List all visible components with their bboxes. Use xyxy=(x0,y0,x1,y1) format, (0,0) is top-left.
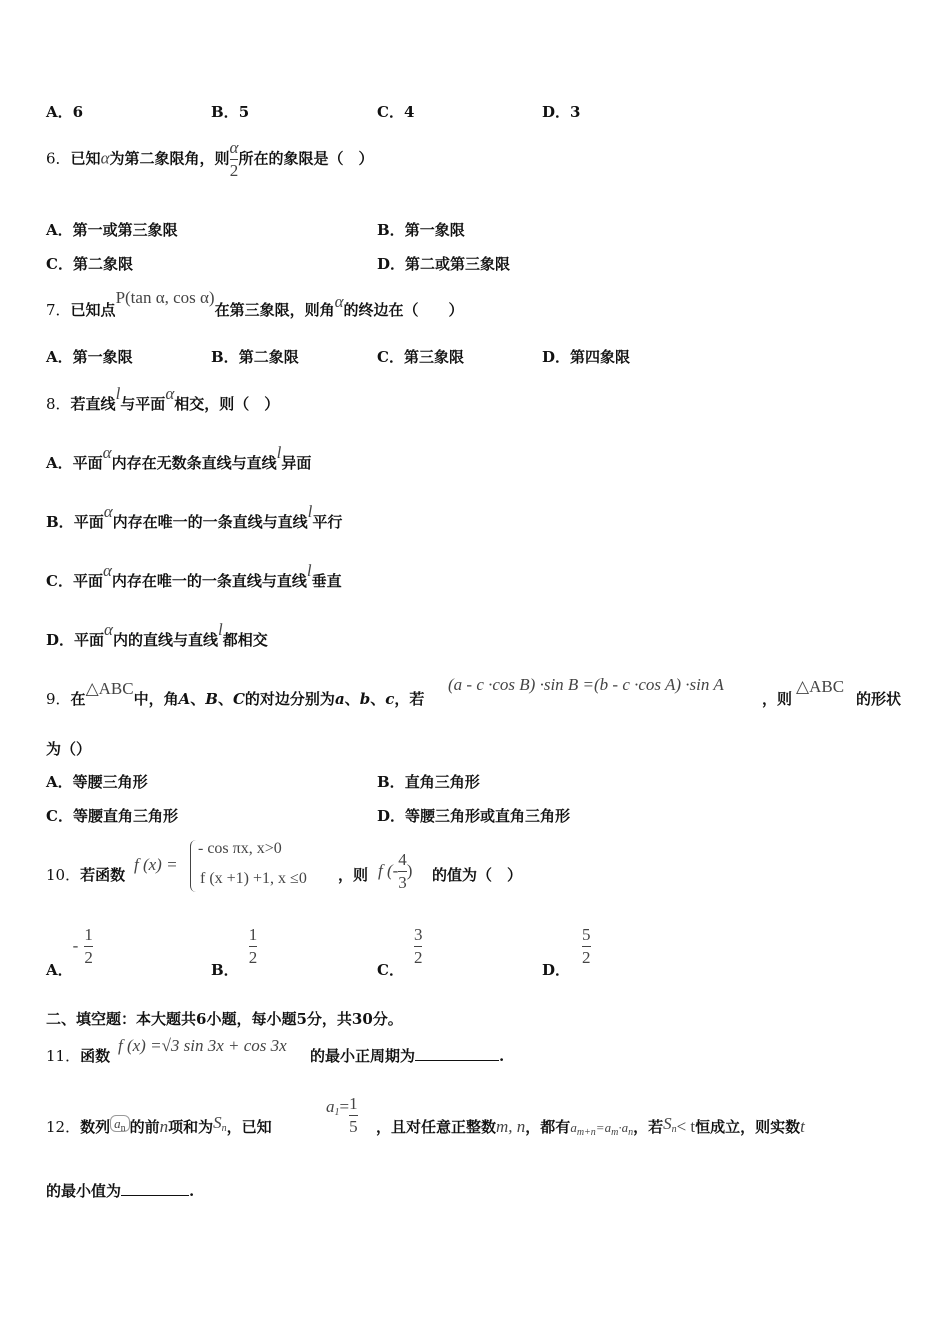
q6-fraction: $\frac{\alpha}{2}$ xyxy=(229,138,239,180)
q12-tail: 的最小值为 . xyxy=(46,1182,195,1200)
q12-answer-blank[interactable] xyxy=(121,1195,189,1196)
q6-option-b: B．第一象限 xyxy=(377,221,465,239)
question-10: 10．若函数 xyxy=(46,866,126,884)
q7-option-d: D．第四象限 xyxy=(542,348,631,366)
q5-option-d: D．3 xyxy=(542,103,581,121)
question-6: 6．已知α为第二象限角，则 $\frac{\alpha}{2}$ 所在的象限是（ ） xyxy=(46,138,374,180)
q9-option-a: A．等腰三角形 xyxy=(46,773,148,791)
question-12: 12．数列 $a_n$ 的前n项和为$S_n$，已知 xyxy=(46,1113,272,1136)
q10-option-d: D． $\frac{5}{2}$ xyxy=(542,925,591,979)
q10-brace xyxy=(190,840,197,892)
q9-cont: 为（） xyxy=(46,740,92,758)
q5-option-b: B．5 xyxy=(211,103,250,121)
section-2-title: 二、填空题：本大题共6小题，每小题5分，共30分。 xyxy=(46,1010,403,1028)
question-9: 9．在△ABC中，角A、B、C的对边分别为a、b、c，若 xyxy=(46,679,425,708)
q10-value: 的值为（ ） xyxy=(432,866,523,884)
q10-option-c: C． $\frac{3}{2}$ xyxy=(377,925,423,979)
q9-option-b: B．直角三角形 xyxy=(377,773,480,791)
q8-option-d: D．平面α内的直线与直线l都相交 xyxy=(46,620,268,649)
q11-answer-blank[interactable] xyxy=(415,1060,499,1061)
q12-a1: $a_1=$ $\frac{1}{5}$ xyxy=(326,1094,358,1136)
q8-option-c: C．平面α内存在唯一的一条直线与直线l垂直 xyxy=(46,561,342,590)
q9-triangle: △ABC xyxy=(796,677,845,696)
q6-option-d: D．第二或第三象限 xyxy=(377,255,511,273)
q5-option-a: A．6 xyxy=(46,103,84,121)
question-7: 7．已知点P(tan α, cos α)在第三象限，则角α的终边在（ ） xyxy=(46,288,464,319)
q10-case-2: f (x +1) +1, x ≤0 xyxy=(200,870,307,887)
q8-option-a: A．平面α内存在无数条直线与直线l异面 xyxy=(46,443,312,472)
q9-then: ，则 xyxy=(762,690,793,708)
q11-function: f (x) =√3 sin 3x + cos 3x xyxy=(118,1036,287,1055)
question-11: 11．函数 xyxy=(46,1047,111,1065)
q9-option-d: D．等腰三角形或直角三角形 xyxy=(377,807,571,825)
q7-option-a: A．第一象限 xyxy=(46,348,133,366)
q5-option-c: C．4 xyxy=(377,103,415,121)
q6-option-a: A．第一或第三象限 xyxy=(46,221,178,239)
q10-then: ，则 xyxy=(338,866,369,884)
q9-equation: (a - c ·cos B) ·sin B =(b - c ·cos A) ·sin A xyxy=(448,675,724,694)
q7-option-b: B．第二象限 xyxy=(211,348,299,366)
q11-text: 的最小正周期为 . xyxy=(310,1047,505,1065)
q10-case-1: - cos πx, x>0 xyxy=(198,840,282,857)
q10-option-a: A．- $\frac{1}{2}$ xyxy=(46,925,93,979)
q9-shape: 的形状 xyxy=(856,690,902,708)
q9-option-c: C．等腰直角三角形 xyxy=(46,807,178,825)
q10-argument: f (- $\frac{4}{3}$ ) xyxy=(378,850,413,892)
q10-option-b: B． $\frac{1}{2}$ xyxy=(211,925,258,979)
q7-option-c: C．第三象限 xyxy=(377,348,464,366)
question-8: 8．若直线l与平面α相交，则（ ） xyxy=(46,384,280,413)
q6-option-c: C．第二象限 xyxy=(46,255,133,273)
q8-option-b: B．平面α内存在唯一的一条直线与直线l平行 xyxy=(46,502,343,531)
q12-cont: ，且对任意正整数m, n，都有$a_{m+n}=a_m\cdot a_n$，若$S_n< t$恒成立，则实数t xyxy=(376,1114,805,1138)
q10-function: f (x) = xyxy=(134,855,178,874)
